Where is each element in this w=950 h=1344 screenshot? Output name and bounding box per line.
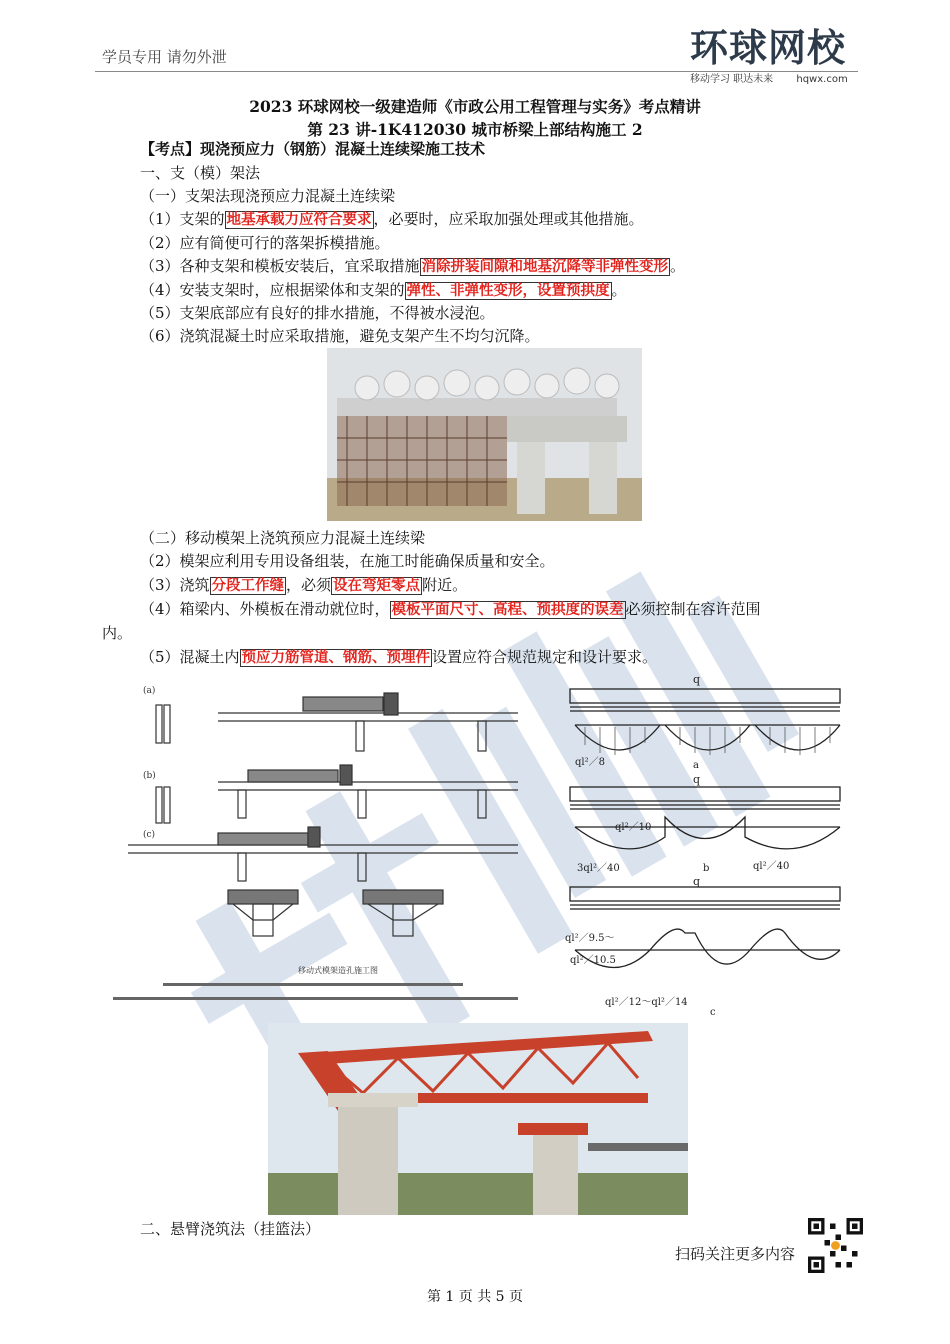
doc-title-line1: 2023 环球网校一级建造师《市政公用工程管理与实务》考点精讲: [249, 97, 701, 116]
scaffold-photo: [327, 348, 642, 521]
qr-code-icon[interactable]: [808, 1218, 863, 1273]
item2-2: （2）模架应利用专用设备组装，在施工时能确保质量和安全。: [140, 552, 555, 570]
item2-5-highlight: 预应力筋管道、钢筋、预埋件: [241, 650, 431, 666]
case-label-a: a: [693, 760, 699, 771]
item2-4-highlight: 模板平面尺寸、高程、预拱度的误差: [391, 602, 624, 618]
item2-4-cont: 内。: [102, 624, 133, 642]
moment-label-b1: ql²／10: [615, 822, 652, 833]
load-label-q-c: q: [693, 875, 701, 888]
moment-label-b3: ql²／40: [753, 861, 790, 872]
diagram-label-c: (c): [143, 830, 156, 840]
logo-text: 环球网校: [690, 26, 847, 70]
item2-4-text: （4）箱梁内、外模板在滑动就位时，: [140, 600, 390, 618]
header-confidential-text: 学员专用 请勿外泄: [102, 48, 227, 66]
item2-3-highlight-1: 分段工作缝: [211, 578, 285, 594]
moment-label-c3: ql²／12～ql²／14: [605, 997, 688, 1008]
load-label-q-a: q: [693, 675, 701, 686]
moment-label-b2: 3ql²／40: [577, 863, 620, 874]
item2-5-tail: 设置应符合规范规定和设计要求。: [432, 648, 658, 666]
diagram-label-a: (a): [143, 686, 156, 696]
load-label-q-b: q: [693, 773, 701, 786]
item-4-tail: 。: [611, 281, 627, 299]
item2-3-text: （3）浇筑: [140, 576, 210, 594]
item-1-text: （1）支架的: [140, 210, 225, 228]
item2-5-text: （5）混凝土内: [140, 648, 240, 666]
section1-heading: 一、支（模）架法: [140, 164, 261, 182]
moving-truss-photo: [268, 1023, 688, 1215]
brand-logo: [690, 28, 865, 92]
item-3-text: （3）各种支架和模板安装后，宜采取措施: [140, 257, 420, 275]
moment-label-c2: ql²／10.5: [570, 955, 616, 966]
item-5: （5）支架底部应有良好的排水措施，不得被水浸泡。: [140, 304, 495, 322]
diagram-caption: 移动式模架造孔施工图: [298, 966, 378, 975]
section1-sub1: （一）支架法现浇预应力混凝土连续梁: [140, 187, 396, 205]
item-1-tail: ，必要时，应采取加强处理或其他措施。: [373, 210, 644, 228]
item2-3-tail: 附近。: [422, 576, 468, 594]
case-label-c: c: [710, 1007, 716, 1018]
item-6: （6）浇筑混凝土时应采取措施，避免支架产生不均匀沉降。: [140, 327, 540, 345]
moment-label-c1: ql²／9.5～: [565, 933, 615, 944]
item-1-highlight: 地基承载力应符合要求: [226, 212, 372, 228]
section1-sub2: （二）移动模架上浇筑预应力混凝土连续梁: [140, 529, 426, 547]
item2-4-tail: 必须控制在容许范围: [625, 600, 761, 618]
item-4-highlight: 弹性、非弹性变形，设置预拱度: [406, 283, 610, 299]
scan-prompt: 扫码关注更多内容: [675, 1245, 796, 1263]
item-4-text: （4）安装支架时，应根据梁体和支架的: [140, 281, 405, 299]
item2-3-mid: ，必须: [286, 576, 332, 594]
moment-label-a: ql²／8: [575, 757, 605, 768]
moving-formwork-diagram: [108, 675, 523, 1015]
case-label-b: b: [703, 863, 710, 874]
page-number: 第 1 页 共 5 页: [426, 1289, 524, 1305]
logo-url: hqwx.com: [796, 74, 848, 85]
item2-5: [140, 646, 657, 669]
item2-3: [140, 574, 467, 597]
diagram-label-b: (b): [143, 771, 156, 781]
item-3-tail: 。: [670, 257, 686, 275]
item-2: （2）应有简便可行的落架拆模措施。: [140, 234, 390, 252]
doc-title-line2: 第 23 讲-1K412030 城市桥梁上部结构施工 2: [307, 120, 643, 139]
item-4: [140, 279, 627, 302]
item2-4: [140, 598, 761, 621]
continuous-beam-moment-diagram: [545, 675, 855, 1020]
logo-tagline-row: [690, 70, 865, 85]
topic-heading: 【考点】现浇预应力（钢筋）混凝土连续梁施工技术: [140, 140, 486, 158]
logo-tagline: 移动学习 职达未来: [690, 74, 774, 85]
item-3-highlight: 消除拼装间隙和地基沉降等非弹性变形: [421, 259, 669, 275]
item-3: [140, 255, 685, 278]
item-1: [140, 208, 644, 231]
section2-heading: 二、悬臂浇筑法（挂篮法）: [140, 1220, 321, 1238]
item2-3-highlight-2: 设在弯矩零点: [333, 578, 421, 594]
